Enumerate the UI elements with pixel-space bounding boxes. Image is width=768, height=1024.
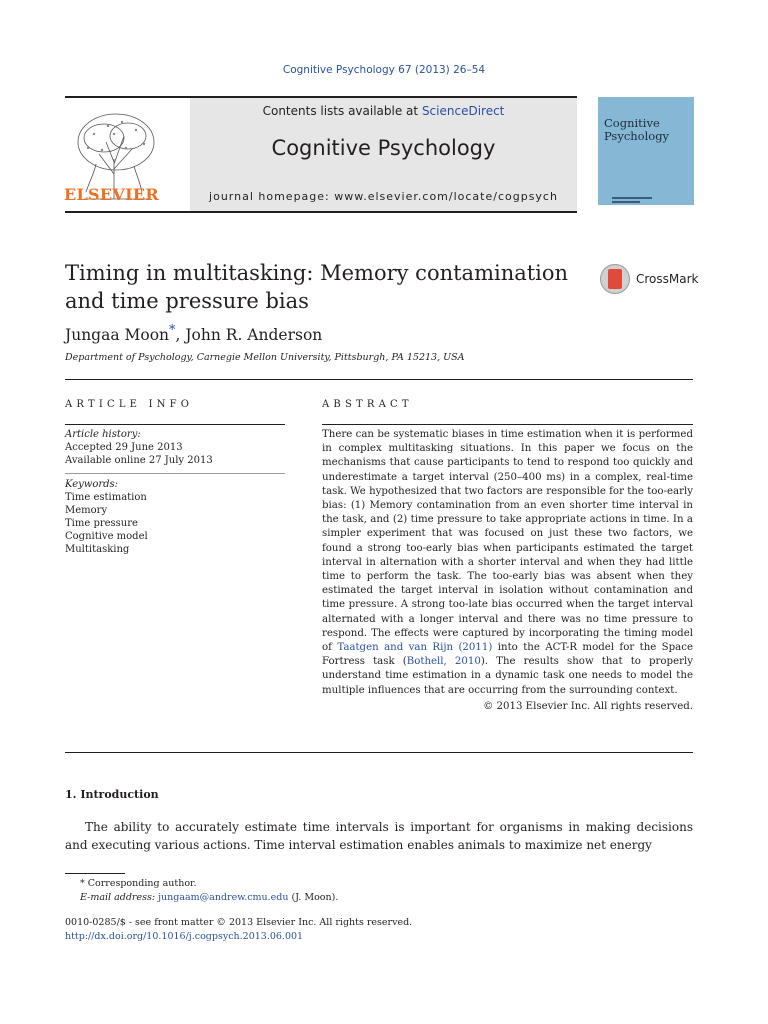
abstract-text: There can be systematic biases in time estimation when it is performed in complex multitasking situations. In this paper we focus on the mechanisms that cause participants to tend to respond too quickly and underestimate a target interval (250–400 ms) in a complex, real-time task. We hypothesized that two factors are responsible for the too-early bias: (1) Memory contamination from an even shorter time interval in the task, and (2) time pressure to take appropriate actions in time. In a simpler experiment that was focused on just these two factors, we found a strong too-early bias when participants estimated the target interval in alternation with a shorter interval and when they had little time to perform the task. The too-early bias was absent when they estimated the target interval in isolation without contamination and time pressure. A strong too-late bias occurred when the target interval alternated with a longer interval and there was no time pressure to respond. The effects were captured by incorporating the timing model of (322, 429, 693, 654)
doi-link[interactable]: http://dx.doi.org/10.1016/j.cogpsych.2013.06.001 (65, 931, 304, 942)
cover-text-line (612, 201, 640, 203)
corresponding-note: * Corresponding author. (80, 878, 197, 889)
history-label: Article history: (65, 429, 141, 440)
footnote (65, 877, 693, 905)
homepage-label: journal homepage: (209, 190, 335, 203)
journal-homepage (190, 190, 577, 203)
keyword: Time pressure (65, 518, 138, 529)
email-note (65, 891, 693, 905)
abstract-heading: ABSTRACT (322, 399, 413, 410)
article-info-heading: ARTICLE INFO (65, 399, 194, 410)
abstract-body (322, 428, 693, 714)
keywords-label: Keywords: (65, 479, 119, 490)
author-name: Jungaa Moon (65, 326, 170, 345)
reference-link[interactable]: Bothell, 2010 (406, 656, 481, 668)
author-name: John R. Anderson (185, 326, 323, 345)
section-rule (65, 752, 693, 753)
issn-line: 0010-0285/$ - see front matter © 2013 Elsevier Inc. All rights reserved. (65, 917, 413, 928)
contents-line (190, 104, 577, 118)
abstract-rule (322, 424, 693, 425)
sciencedirect-link[interactable]: ScienceDirect (421, 104, 505, 118)
article-info (65, 428, 285, 556)
author-list (65, 323, 322, 344)
section-heading: 1. Introduction (65, 788, 159, 801)
crossmark-label: CrossMark (636, 272, 699, 286)
info-divider (65, 473, 285, 474)
cover-title: Cognitive Psychology (604, 116, 670, 143)
section-rule (65, 379, 693, 380)
author-separator: , (175, 326, 186, 345)
journal-cover-thumbnail (598, 97, 694, 205)
available-date: Available online 27 July 2013 (65, 455, 213, 466)
publisher-wordmark: ELSEVIER (64, 185, 159, 204)
article-info-rule (65, 424, 285, 425)
crossmark-badge[interactable] (600, 264, 700, 296)
footnote-rule (65, 873, 125, 874)
journal-banner (190, 98, 577, 211)
journal-title: Cognitive Psychology (271, 136, 496, 160)
crossmark-bookmark-icon (608, 269, 622, 289)
keyword: Time estimation (65, 492, 147, 503)
reference-link[interactable]: Taatgen and van Rijn (2011) (337, 642, 493, 654)
corresponding-author-marker[interactable]: * (169, 323, 176, 338)
banner-rule (65, 211, 577, 213)
journal-citation[interactable]: Cognitive Psychology 67 (2013) 26–54 (282, 64, 486, 76)
email-suffix: (J. Moon). (288, 892, 339, 903)
article-title: Timing in multitasking: Memory contamination and time pressure bias (65, 261, 569, 313)
front-matter (65, 916, 693, 944)
contents-label: Contents lists available at (262, 104, 422, 118)
body-paragraph: The ability to accurately estimate time intervals is important for organisms in making decisions and executing various actions. Time interval estimation enables animals to maximize net energy (65, 820, 693, 852)
accepted-date: Accepted 29 June 2013 (65, 442, 183, 453)
cover-text-line (612, 197, 652, 199)
abstract-text: ). The results show that to properly understand time estimation in a dynamic task one needs to model the multiple influences that are occurring from the surrounding context. (322, 656, 693, 696)
keyword: Cognitive model (65, 531, 148, 542)
affiliation: Department of Psychology, Carnegie Mellon University, Pittsburgh, PA 15213, USA (65, 352, 465, 363)
email-link[interactable]: jungaam@andrew.cmu.edu (158, 892, 289, 903)
homepage-url[interactable]: www.elsevier.com/locate/cogpsych (334, 190, 558, 203)
abstract-copyright: © 2013 Elsevier Inc. All rights reserved. (483, 700, 693, 712)
abstract-text: into the ACT-R model for the Space Fortress task ( (322, 642, 693, 668)
keyword: Memory (65, 505, 108, 516)
keyword: Multitasking (65, 544, 130, 555)
email-label: E-mail address: (80, 892, 156, 903)
